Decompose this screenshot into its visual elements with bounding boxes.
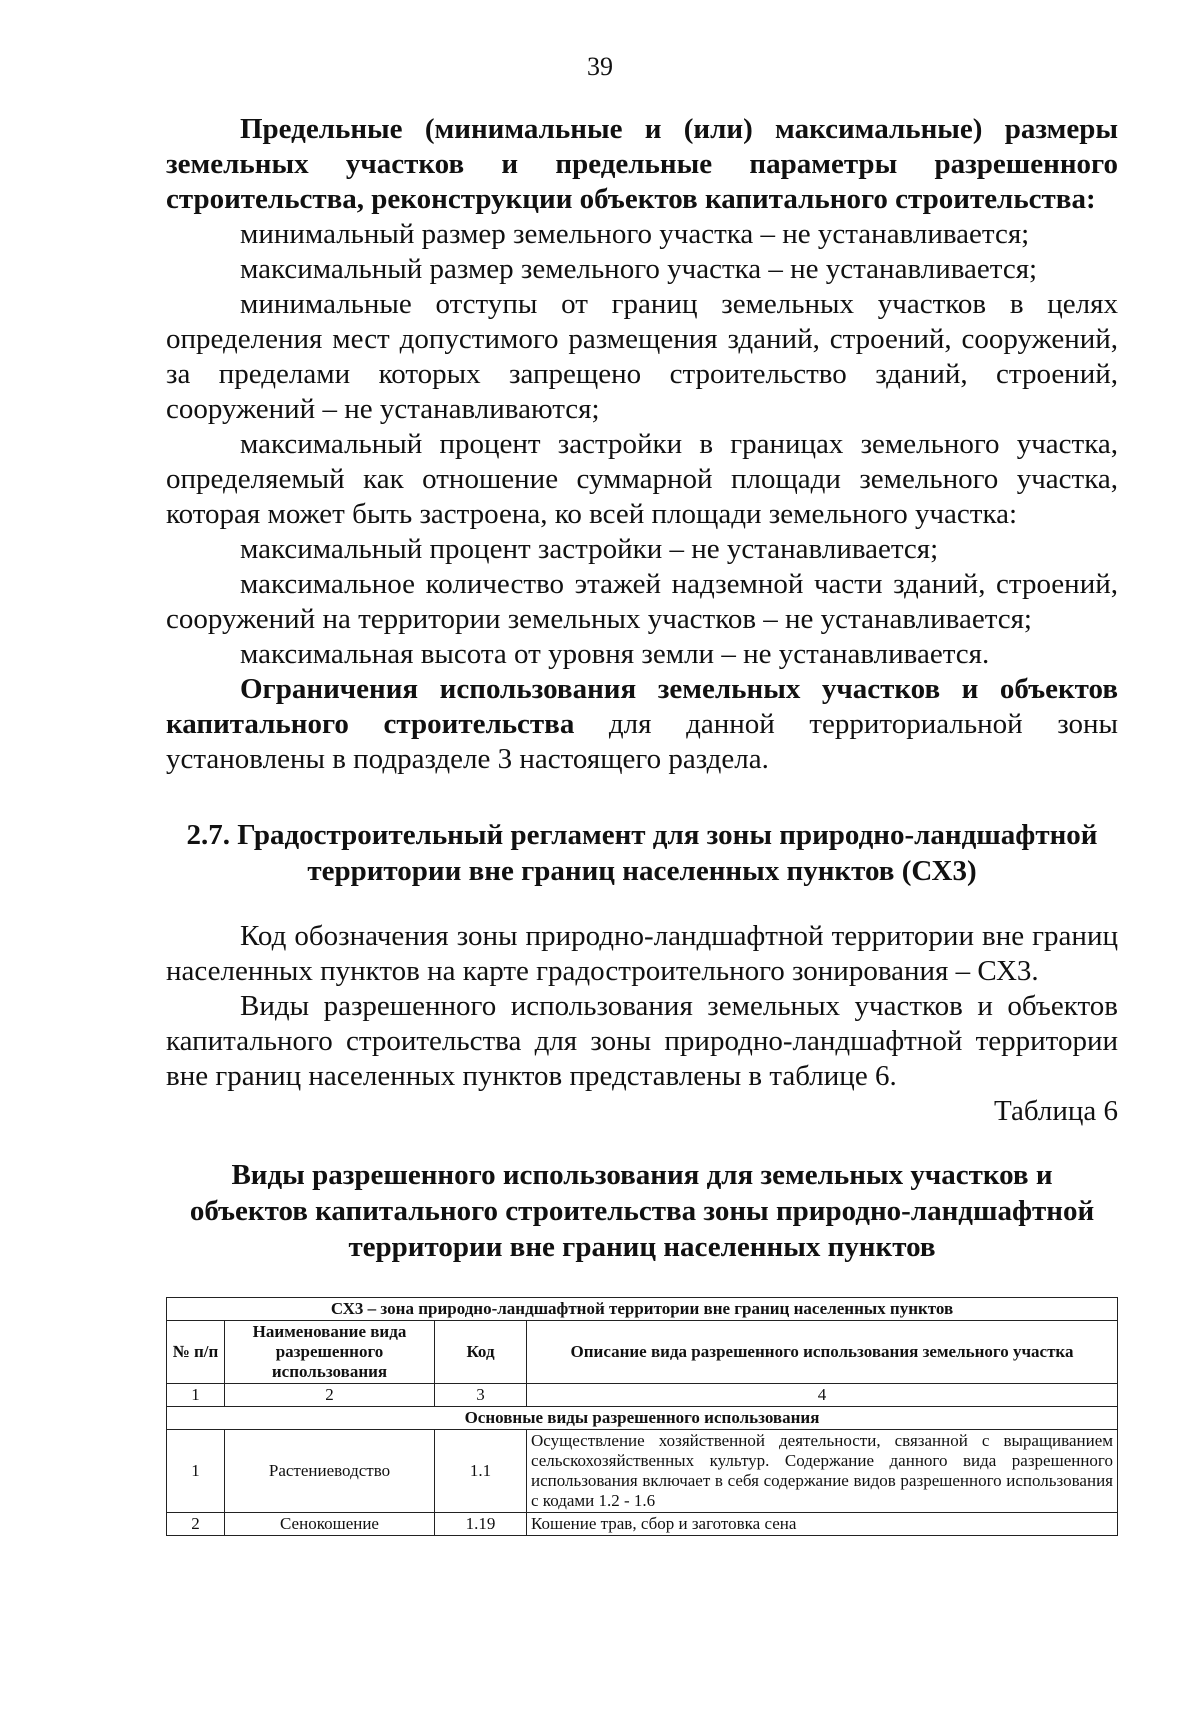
limit-item: минимальный размер земельного участка – не устанавливается; xyxy=(240,218,1030,250)
limit-item: максимальный размер земельного участка – не устанавливается; xyxy=(240,253,1038,285)
restrictions-paragraph xyxy=(166,672,1118,777)
code-paragraph: Код обозначения зоны природно-ландшафтной территории вне границ населенных пунктов на карте градостроительного зонирования – СХ3. xyxy=(166,920,1118,987)
zone-header-row xyxy=(167,1298,1118,1321)
table-label: Таблица 6 xyxy=(993,1095,1118,1127)
row-desc: Осуществление хозяйственной деятельности, связанной с выращиванием сельскохозяйственных культур. Содержание данного вида разрешенного использования включает в себя содержание видов разрешенного использования с кодами 1.2 - 1.6 xyxy=(527,1430,1118,1513)
row-num: 1 xyxy=(167,1430,225,1513)
row-name: Растениеводство xyxy=(225,1430,435,1513)
row-name: Сенокошение xyxy=(225,1513,435,1536)
col-number: 4 xyxy=(527,1384,1118,1407)
col-header-name: Наименование вида разрешенного использования xyxy=(225,1321,435,1384)
limit-item: максимальная высота от уровня земли – не устанавливается. xyxy=(240,638,990,670)
row-code: 1.19 xyxy=(435,1513,527,1536)
limits-heading: Предельные (минимальные и (или) максимальные) размеры земельных участков и предельные параметры разрешенного строительства, реконструкции объектов капитального строительства: xyxy=(166,113,1118,215)
column-header-row xyxy=(167,1321,1118,1384)
row-desc: Кошение трав, сбор и заготовка сена xyxy=(527,1513,1118,1536)
permitted-use-table xyxy=(166,1297,1118,1536)
col-number: 3 xyxy=(435,1384,527,1407)
row-num: 2 xyxy=(167,1513,225,1536)
table-row xyxy=(167,1430,1118,1513)
types-paragraph: Виды разрешенного использования земельных участков и объектов капитального строительства для зоны природно-ландшафтной территории вне границ населенных пунктов представлены в таблице 6. xyxy=(166,990,1118,1092)
col-header-desc: Описание вида разрешенного использования земельного участка xyxy=(527,1321,1118,1384)
column-number-row xyxy=(167,1384,1118,1407)
table-title: Виды разрешенного использования для земельных участков и объектов капитального строительства зоны природно-ландшафтной территории вне границ населенных пунктов xyxy=(189,1159,1095,1263)
group-header-row xyxy=(167,1407,1118,1430)
table-row xyxy=(167,1513,1118,1536)
section-title: 2.7. Градостроительный регламент для зоны природно-ландшафтной территории вне границ населенных пунктов (СХ3) xyxy=(186,819,1098,887)
limit-item: максимальный процент застройки – не устанавливается; xyxy=(240,533,939,565)
col-header-code: Код xyxy=(435,1321,527,1384)
limit-item: максимальный процент застройки в границах земельного участка, определяемый как отношение суммарной площади земельного участка, которая может быть застроена, ко всей площади земельного участка: xyxy=(166,428,1118,530)
limit-item: максимальное количество этажей надземной части зданий, строений, сооружений на территории земельных участков – не устанавливается; xyxy=(166,568,1118,635)
col-header-num: № п/п xyxy=(167,1321,225,1384)
document-body xyxy=(166,112,1118,1536)
restrictions-bold: Ограничения использования земельных участков и объектов капитального строительства xyxy=(166,673,1118,740)
zone-header: СХ3 – зона природно-ландшафтной территории вне границ населенных пунктов xyxy=(167,1298,1118,1321)
limit-item: минимальные отступы от границ земельных участков в целях определения мест допустимого размещения зданий, строений, сооружений, за пределами которых запрещено строительство зданий, строений, сооружений – не устанавливаются; xyxy=(166,288,1118,425)
restrictions-rest: для данной территориальной зоны установлены в подразделе 3 настоящего раздела. xyxy=(166,708,1118,775)
col-number: 2 xyxy=(225,1384,435,1407)
group-header: Основные виды разрешенного использования xyxy=(167,1407,1118,1430)
col-number: 1 xyxy=(167,1384,225,1407)
page-number: 39 xyxy=(587,52,613,81)
row-code: 1.1 xyxy=(435,1430,527,1513)
